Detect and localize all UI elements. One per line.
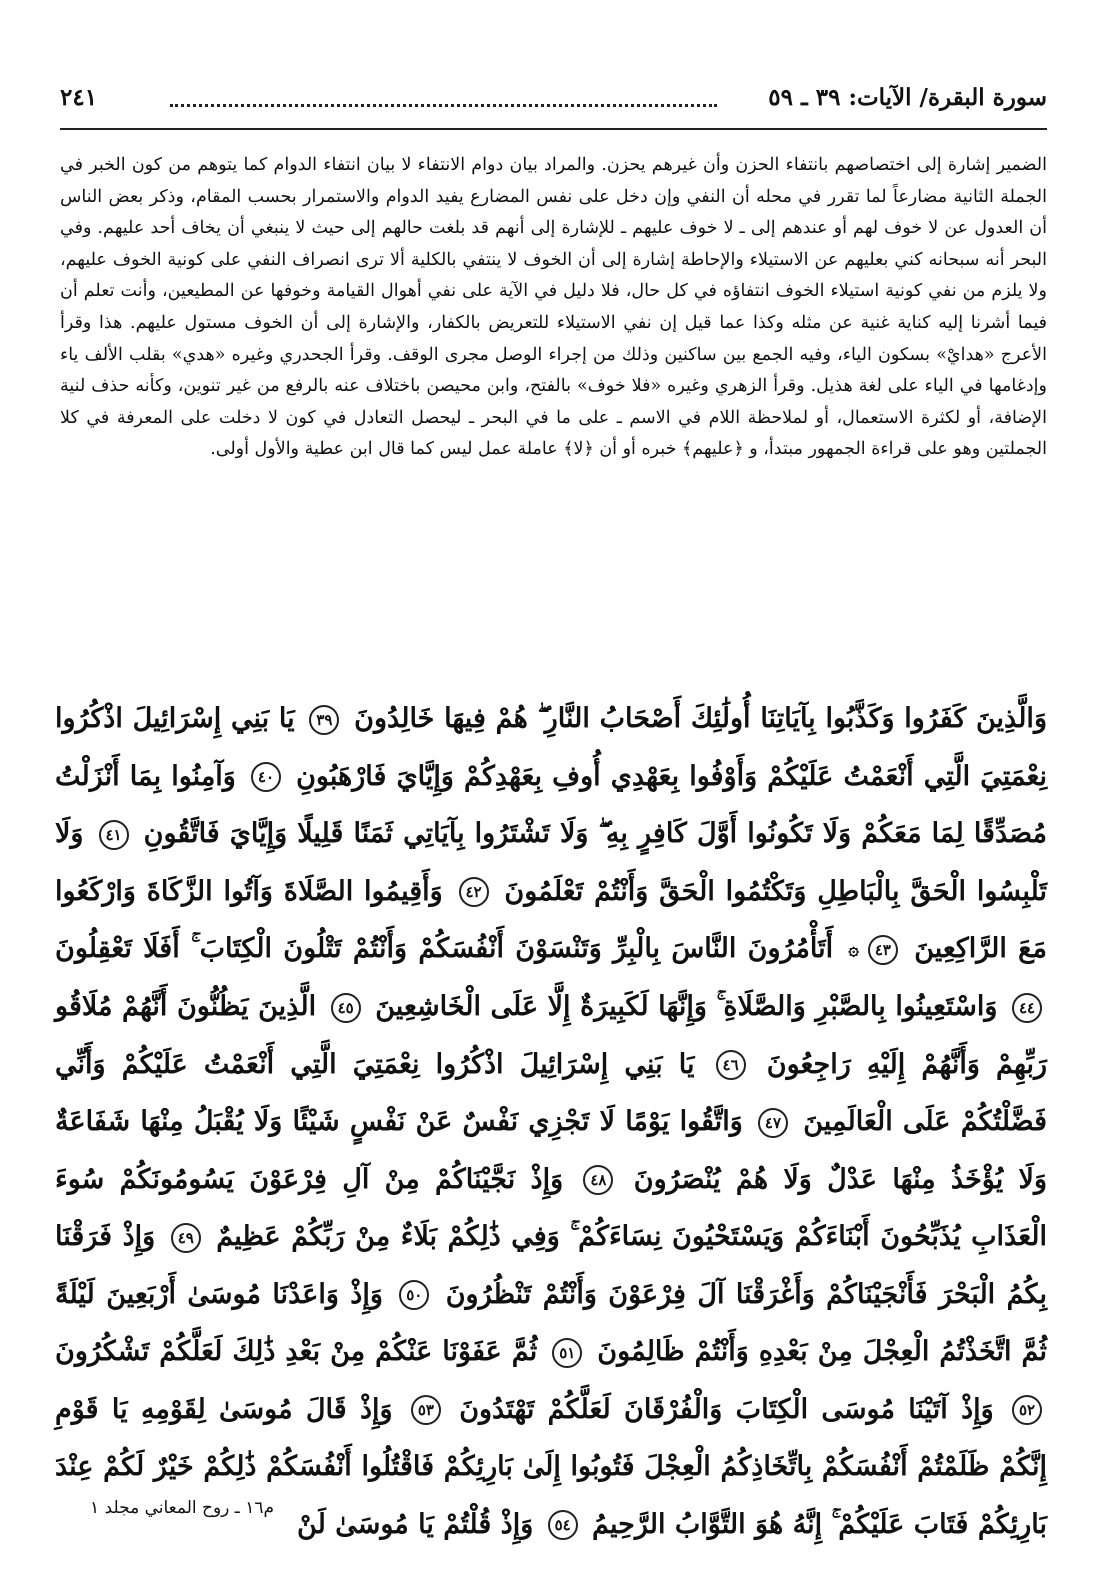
verse-text: وَإِذْ آتَيْنَا مُوسَى الْكِتَابَ وَالْفُرْقَانَ لَعَلَّكُمْ تَهْتَدُونَ [445,1393,994,1425]
verse-text: وَالَّذِينَ كَفَرُوا وَكَذَّبُوا بِآيَاتِنَا أُولَٰئِكَ أَصْحَابُ النَّارِ ۖ هُمْ فِيهَا خَالِدُونَ [344,703,1047,734]
chapter-title: سورة البقرة/ الآيات: ٣٩ ـ ٥٩ [768,84,1047,111]
verse-text: وَأَقِيمُوا الصَّلَاةَ وَآتُوا الزَّكَاةَ وَارْكَعُوا مَعَ الرَّاكِعِينَ [55,875,1047,964]
verse-number-marker: ٤٠ [251,762,281,792]
verse-number-marker: ٤٧ [758,1108,788,1138]
verse-text: وَإِذْ وَاعَدْنَا مُوسَىٰ أَرْبَعِينَ لَيْلَةً ثُمَّ اتَّخَذْتُمُ الْعِجْلَ مِنْ بَعْدِهِ وَأَنْتُمْ ظَالِمُونَ [55,1278,1047,1368]
verse-number-marker: ٤١ [99,820,129,850]
verse-number-marker: ٤٥ [331,993,361,1023]
verse-text: وَإِذْ فَرَقْنَا بِكُمُ الْبَحْرَ فَأَنْجَيْنَاكُمْ وَأَغْرَقْنَا آلَ فِرْعَوْنَ وَأَنْتُمْ تَنْظُرُونَ [55,1221,1047,1310]
verse-text: الَّذِينَ يَظُنُّونَ أَنَّهُمْ مُلَاقُو رَبِّهِمْ وَأَنَّهُمْ إِلَيْهِ رَاجِعُونَ [55,991,1047,1080]
verse-number-marker: ٥٣ [411,1395,441,1425]
verse-number-marker: ٤٤ [1012,993,1042,1023]
commentary-paragraph: الضمير إشارة إلى اختصاصهم بانتفاء الحزن وأن غيرهم يحزن. والمراد بيان دوام الانتفاء لا بيان انتفاء الدوام كما يتوهم من كون الخبر في الجملة الثانية مضارعاً لما تقرر في محله أن النفي وإن دخل على نفس المضارع يفيد الدوام والاستمرار بحسب المقام، وذكر بعض الناس أن العدول عن لا خوف لهم أو عندهم إلى ـ لا خوف عليهم ـ للإشارة إلى أنهم قد بلغت حالهم إلى حيث لا ينبغي أن يخاف أحد عليهم. وفي البحر أنه سبحانه كني بعليهم عن الاستيلاء والإحاطة إشارة إلى أن الخوف لا ينتفي بالكلية ألا ترى انصراف النفي على كونية الخوف عليهم، ولا يلزم من نفي كونية استيلاء الخوف انتفاؤه في كل حال، فلا دليل في الآية على نفي أهوال القيامة وخوفها عن المطيعين، وأنت تعلم أن فيما أشرنا إليه كناية غنية عن مثله وكذا عما قيل إن نفي الاستيلاء للتعريض بالكفار، والإشارة إلى أن الخوف مستول عليهم. هذا وقرأ الأعرج «هدايْ» بسكون الياء، وفيه الجمع بين ساكنين وذلك من إجراء الوصل مجرى الوقف. وقرأ الجحدري وغيره «هدي» بقلب الألف ياء وإدغامها في الياء على لغة هذيل. وقرأ الزهري وغيره «فلا خوف» بالفتح، وابن محيصن باختلاف عنه بالرفع من غير تنوين، وكأنه حذف لنية الإضافة، أو لكثرة الاستعمال، أو لملاحظة اللام في الاسم ـ على ما في البحر ـ ليحصل التعادل في كون لا دخلت على المعرفة في كلا الجملتين وهو على قراءة الجمهور مبتدأ، و ﴿عليهم﴾ خبره أو أن ﴿لا﴾ عاملة عمل ليس كما قال ابن عطية والأول أولى. [60,155,1047,460]
verse-text: يَا بَنِي إِسْرَائِيلَ اذْكُرُوا نِعْمَتِيَ الَّتِي أَنْعَمْتُ عَلَيْكُمْ وَأَنِّي فَضَّلْتُكُمْ عَلَى الْعَالَمِينَ [55,1048,1047,1138]
verse-number-marker: ٤٨ [583,1165,613,1195]
verse-text: أَتَأْمُرُونَ النَّاسَ بِالْبِرِّ وَتَنْسَوْنَ أَنْفُسَكُمْ وَأَنْتُمْ تَتْلُونَ الْكِتَابَ ۚ أَفَلَا تَعْقِلُونَ [55,933,834,964]
verse-number-marker: ٥١ [552,1338,582,1368]
header-divider [60,128,1047,130]
verse-text: وَاسْتَعِينُوا بِالصَّبْرِ وَالصَّلَاةِ ۚ وَإِنَّهَا لَكَبِيرَةٌ إِلَّا عَلَى الْخَاشِعِينَ [365,991,998,1023]
quran-verses-block [55,690,1047,1553]
verse-text: وَآمِنُوا بِمَا أَنْزَلْتُ مُصَدِّقًا لِمَا مَعَكُمْ وَلَا تَكُونُوا أَوَّلَ كَافِرٍ بِهِ ۖ وَلَا تَشْتَرُوا بِآيَاتِي ثَمَنًا قَلِيلًا وَإِيَّايَ فَاتَّقُونِ [55,760,1047,849]
verse-text: وَلَا تَلْبِسُوا الْحَقَّ بِالْبَاطِلِ وَتَكْتُمُوا الْحَقَّ وَأَنْتُمْ تَعْلَمُونَ [55,818,1047,907]
dotted-leader [170,104,717,107]
verse-number-marker: ٤٦ [716,1050,746,1080]
verse-text: وَإِذْ نَجَّيْنَاكُمْ مِنْ آلِ فِرْعَوْنَ يَسُومُونَكُمْ سُوءَ الْعَذَابِ يُذَبِّحُونَ أَبْنَاءَكُمْ وَيَسْتَحْيُونَ نِسَاءَكُمْ ۚ وَفِي ذَٰلِكُمْ بَلَاءٌ مِنْ رَبِّكُمْ عَظِيمٌ [55,1163,1047,1253]
verse-number-marker: ٥٠ [399,1280,429,1310]
verse-number-marker: ٤٢ [459,877,489,907]
verse-number-marker: ٤٣ [868,935,898,965]
verse-text: وَإِذْ قَالَ مُوسَىٰ لِقَوْمِهِ يَا قَوْمِ إِنَّكُمْ ظَلَمْتُمْ أَنْفُسَكُمْ بِاتِّخَاذِكُمُ الْعِجْلَ فَتُوبُوا إِلَىٰ بَارِئِكُمْ فَاقْتُلُوا أَنْفُسَكُمْ ذَٰلِكُمْ خَيْرٌ لَكُمْ عِنْدَ بَارِئِكُمْ فَتَابَ عَلَيْكُمْ ۚ إِنَّهُ هُوَ التَّوَّابُ الرَّحِيمُ [55,1393,1047,1540]
verse-text: وَاتَّقُوا يَوْمًا لَا تَجْزِي نَفْسٌ عَنْ نَفْسٍ شَيْئًا وَلَا يُقْبَلُ مِنْهَا شَفَاعَةٌ وَلَا يُؤْخَذُ مِنْهَا عَدْلٌ وَلَا هُمْ يُنْصَرُونَ [55,1106,1047,1195]
page-number: ٢٤١ [60,84,98,111]
running-header [60,82,1047,122]
verse-number-marker: ٣٩ [309,705,339,735]
hizb-mark-icon: ۞ [848,938,859,960]
verse-number-marker: ٤٩ [171,1223,201,1253]
verse-number-marker: ٥٤ [548,1510,578,1540]
verse-text: وَإِذْ قُلْتُمْ يَا مُوسَىٰ لَنْ [297,1508,534,1540]
volume-signature: م١٦ ـ روح المعاني مجلد ١ [90,1498,274,1518]
verse-number-marker: ٥٢ [1012,1395,1042,1425]
verse-text: ثُمَّ عَفَوْنَا عَنْكُمْ مِنْ بَعْدِ ذَٰلِكَ لَعَلَّكُمْ تَشْكُرُونَ [55,1336,538,1368]
verse-text: يَا بَنِي إِسْرَائِيلَ اذْكُرُوا نِعْمَتِيَ الَّتِي أَنْعَمْتُ عَلَيْكُمْ وَأَوْفُوا بِعَهْدِي أُوفِ بِعَهْدِكُمْ وَإِيَّايَ فَارْهَبُونِ [55,703,1048,792]
commentary-body [60,150,1047,466]
